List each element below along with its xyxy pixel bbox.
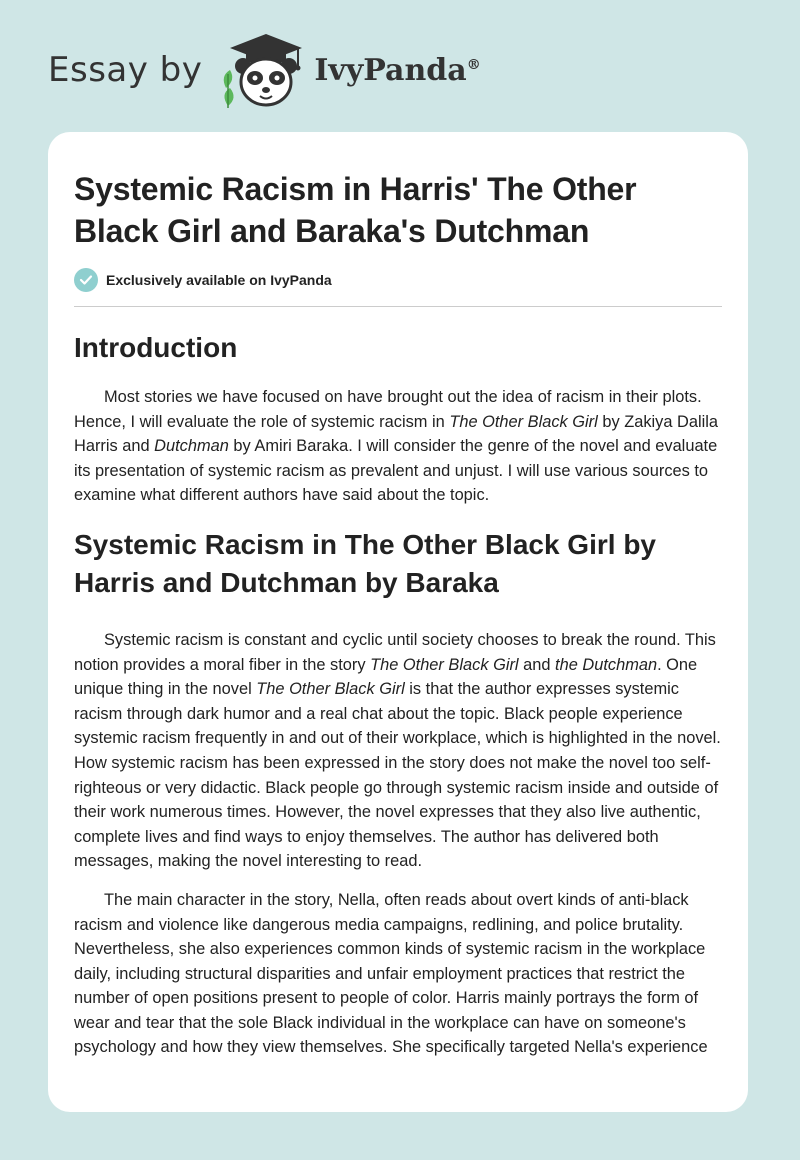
exclusive-label: Exclusively available on IvyPanda [106,272,332,288]
brand-prefix: Essay by [48,50,203,90]
italic-title: The Other Black Girl [370,655,519,674]
italic-title: The Other Black Girl [256,680,405,699]
essay-title: Systemic Racism in Harris' The Other Black Girl and Baraka's Dutchman [74,171,637,249]
brand-header[interactable] [48,30,481,110]
essay-card [48,132,748,1112]
italic-title: the Dutchman [555,655,658,674]
brand-name: IvyPanda® [314,52,481,88]
paragraph: Systemic racism is constant and cyclic until society chooses to break the round. This notion provides a moral fiber in the story The Other Black Girl and the Dutchman. One unique thing in the novel The Other Black Girl is that the author expresses systemic racism through dark humor and a real chat about the topic. Black people experience systemic racism frequently in and out of their workplace, which is highlighted in the novel. How systemic racism has been expressed in the story does not make the novel too self-righteous or very didactic. Black people go through systemic racism inside and outside of their work numerous times. However, the novel expresses that they also live authentic, complete lives and find ways to enjoy themselves. The author has delivered both messages, making the novel interesting to read. [74,630,721,871]
section-heading-introduction: Introduction [74,332,238,363]
paragraph: The main character in the story, Nella, often reads about overt kinds of anti-black racism and violence like dangerous media campaigns, redlining, and police brutality. Nevertheless, she also experiences common kinds of systemic racism in the workplace daily, including structural disparities and unfair employment practices that restrict the number of open positions present to people of color. Harris mainly portrays the form of wear and tear that the sole Black individual in the workplace can have on someone's psychology and how they view themselves. She specifically targeted Nella's experience [74,890,708,1057]
italic-title: The Other Black Girl [449,412,598,431]
section-heading-systemic-racism: Systemic Racism in The Other Black Girl by Harris and Dutchman by Baraka [74,528,656,598]
italic-title: Dutchman [154,437,229,456]
paragraph: Most stories we have focused on have brought out the idea of racism in their plots. Hence, I will evaluate the role of systemic racism in The Other Black Girl by Zakiya Dalila Harris and Dutchman by Amiri Baraka. I will consider the genre of the novel and evaluate its presentation of systemic racism as prevalent and unjust. I will use various sources to examine what different authors have said about the topic. [74,388,719,505]
check-icon [74,268,98,292]
panda-graduate-icon [216,30,308,110]
exclusive-badge [74,268,722,307]
